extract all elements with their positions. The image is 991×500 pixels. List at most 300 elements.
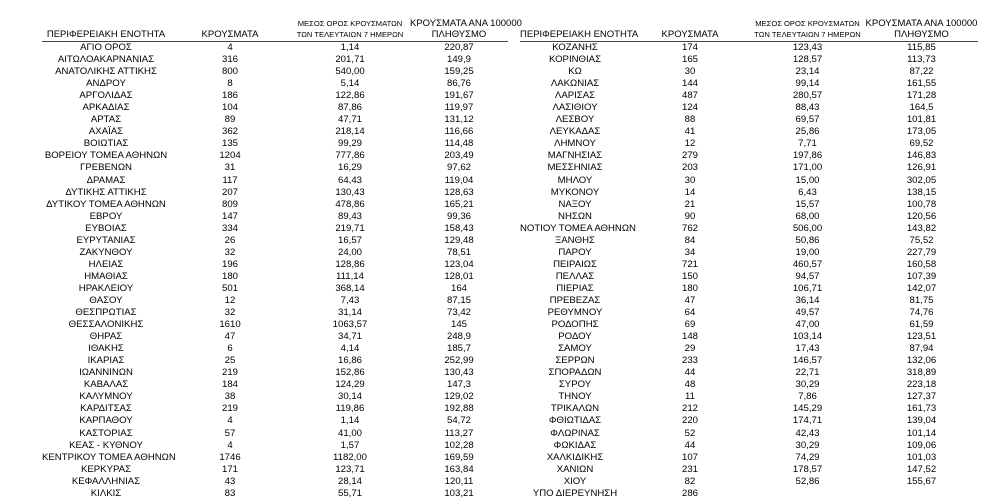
table-row xyxy=(520,355,978,367)
per-100k-cell: 87,22 xyxy=(909,66,934,78)
per-100k-cell: 132,06 xyxy=(906,355,937,367)
region-cell: ΡΟΔΟΥ xyxy=(558,331,592,343)
avg-7day-cell: 178,57 xyxy=(792,463,823,475)
per-100k-cell: 78,51 xyxy=(446,246,471,258)
region-cell: ΘΕΣΠΡΩΤΙΑΣ xyxy=(75,307,137,319)
per-100k-cell: 220,87 xyxy=(444,42,474,54)
per-100k-cell: 163,84 xyxy=(444,463,474,475)
table-row xyxy=(42,428,508,440)
avg-7day-cell: 25,86 xyxy=(795,126,820,138)
per-100k-cell: 164,5 xyxy=(909,102,934,114)
per-100k-cell: 302,05 xyxy=(906,174,937,186)
per-100k-cell: 86,76 xyxy=(446,78,471,90)
table-row xyxy=(42,343,508,355)
avg-7day-cell: 99,29 xyxy=(337,138,362,150)
table-row xyxy=(520,283,978,295)
table-row xyxy=(520,187,978,199)
cases-cell: 207 xyxy=(221,186,238,198)
avg-7day-cell: 219,71 xyxy=(335,222,365,234)
per-100k-cell: 165,21 xyxy=(444,198,474,210)
table-row xyxy=(42,452,508,464)
cases-cell: 4 xyxy=(227,42,233,54)
cases-cell: 34 xyxy=(684,246,696,258)
avg-7day-cell: 1182,00 xyxy=(333,451,367,463)
per-100k-cell: 131,12 xyxy=(444,114,474,126)
avg-7day-cell: 16,29 xyxy=(337,162,362,174)
region-cell: ΛΗΜΝΟΥ xyxy=(554,138,596,150)
header-per-100k xyxy=(410,12,522,42)
cases-cell: 117 xyxy=(222,174,238,186)
table-row xyxy=(42,235,508,247)
avg-7day-cell: 540,00 xyxy=(335,66,365,78)
per-100k-cell: 169,59 xyxy=(444,451,474,463)
avg-7day-cell: 1,14 xyxy=(340,415,360,427)
avg-7day-cell: 4,14 xyxy=(340,343,360,355)
per-100k-cell: 107,39 xyxy=(906,270,937,282)
per-100k-cell: 123,04 xyxy=(444,258,474,270)
region-cell: ΜΑΓΝΗΣΙΑΣ xyxy=(547,150,603,162)
table-row xyxy=(42,102,508,114)
region-cell: ΑΡΚΑΔΙΑΣ xyxy=(82,102,130,114)
cases-cell: 21 xyxy=(684,198,696,210)
table-row xyxy=(42,464,508,476)
cases-cell: 107 xyxy=(681,451,698,463)
cases-cell: 47 xyxy=(224,331,236,343)
avg-7day-cell: 146,57 xyxy=(792,355,823,367)
cases-cell: 174 xyxy=(681,42,698,54)
table-header xyxy=(42,12,522,42)
region-cell: ΠΑΡΟΥ xyxy=(558,246,592,258)
per-100k-cell: 61,59 xyxy=(909,319,934,331)
region-cell: ΑΝΔΡΟΥ xyxy=(86,78,126,90)
region-cell: ΚΕΑΣ - ΚΥΘΝΟΥ xyxy=(69,439,143,451)
avg-7day-cell: 23,14 xyxy=(795,66,820,78)
region-cell: ΠΕΛΛΑΣ xyxy=(555,270,595,282)
per-100k-cell: 101,14 xyxy=(906,427,937,439)
per-100k-cell: 318,89 xyxy=(906,367,937,379)
cases-cell: 6 xyxy=(227,343,233,355)
table-row xyxy=(42,440,508,452)
avg-7day-cell: 30,14 xyxy=(337,391,362,403)
region-cell: ΑΡΓΟΛΙΔΑΣ xyxy=(79,90,133,102)
cases-table-left xyxy=(42,12,522,500)
per-100k-cell: 100,78 xyxy=(906,198,937,210)
cases-cell: 180 xyxy=(221,270,238,282)
cases-cell: 31 xyxy=(224,162,236,174)
table-row xyxy=(42,319,508,331)
cases-cell: 14 xyxy=(684,186,696,198)
region-cell: ΕΥΒΟΙΑΣ xyxy=(85,222,127,234)
region-cell: ΙΩΑΝΝΙΝΩΝ xyxy=(79,367,133,379)
per-100k-cell: 161,55 xyxy=(906,78,937,90)
region-cell: ΗΜΑΘΙΑΣ xyxy=(84,270,128,282)
region-cell: ΦΘΙΩΤΙΔΑΣ xyxy=(548,415,602,427)
per-100k-cell: 129,02 xyxy=(444,391,474,403)
avg-7day-cell: 145,29 xyxy=(792,403,823,415)
avg-7day-cell: 24,00 xyxy=(337,246,362,258)
region-cell: ΛΑΡΙΣΑΣ xyxy=(554,90,596,102)
region-cell: ΑΧΑΪΑΣ xyxy=(88,126,124,138)
avg-7day-cell: 17,43 xyxy=(795,343,820,355)
per-100k-cell: 139,04 xyxy=(906,415,937,427)
region-cell: ΤΡΙΚΑΛΩΝ xyxy=(550,403,600,415)
avg-7day-cell: 52,86 xyxy=(795,475,820,487)
avg-7day-cell: 123,43 xyxy=(792,42,823,54)
region-cell: ΧΑΝΙΩΝ xyxy=(556,463,594,475)
region-cell: ΥΠΟ ΔΙΕΡΕΥΝΗΣΗ xyxy=(532,487,618,499)
cases-cell: 233 xyxy=(681,355,698,367)
avg-7day-cell: 68,00 xyxy=(795,210,820,222)
region-cell: ΝΑΞΟΥ xyxy=(558,198,592,210)
cases-cell: 4 xyxy=(227,439,233,451)
region-cell: ΧΙΟΥ xyxy=(563,475,587,487)
cases-cell: 47 xyxy=(684,295,696,306)
cases-cell: 220 xyxy=(681,415,698,427)
cases-cell: 32 xyxy=(224,246,236,258)
region-cell: ΓΡΕΒΕΝΩΝ xyxy=(80,162,132,174)
header-avg-line1: ΜΕΣΟΣ ΟΡΟΣ ΚΡΟΥΣΜΑΤΩΝ xyxy=(297,19,403,28)
cases-cell: 8 xyxy=(227,78,233,90)
per-100k-cell: 113,27 xyxy=(444,427,474,439)
per-100k-cell: 102,28 xyxy=(444,439,474,451)
header-per-line2: ΠΛΗΘΥΣΜΟ xyxy=(894,29,949,40)
cases-cell: 219 xyxy=(221,367,238,379)
per-100k-cell: 192,88 xyxy=(444,403,474,415)
per-100k-cell: 69,52 xyxy=(909,138,934,150)
per-100k-cell: 101,81 xyxy=(906,114,937,126)
per-100k-cell: 113,73 xyxy=(907,54,936,66)
table-row xyxy=(520,114,978,126)
cases-cell: 52 xyxy=(684,427,696,439)
avg-7day-cell: 128,86 xyxy=(335,258,365,270)
region-cell: ΔΥΤΙΚΗΣ ΑΤΤΙΚΗΣ xyxy=(65,186,147,198)
avg-7day-cell: 64,43 xyxy=(337,174,362,186)
table-row xyxy=(42,307,508,319)
region-cell: ΛΑΚΩΝΙΑΣ xyxy=(550,78,600,90)
avg-7day-cell: 15,57 xyxy=(795,198,820,210)
cases-cell: 64 xyxy=(684,307,696,319)
table-row xyxy=(520,464,978,476)
per-100k-cell: 145 xyxy=(450,319,467,331)
per-100k-cell: 161,73 xyxy=(906,403,937,415)
region-cell: ΜΥΚΟΝΟΥ xyxy=(550,186,600,198)
per-100k-cell: 160,58 xyxy=(906,258,937,270)
table-row xyxy=(42,66,508,78)
header-per-line2: ΠΛΗΘΥΣΜΟ xyxy=(431,29,487,40)
per-100k-cell: 149,9 xyxy=(446,54,471,66)
table-row xyxy=(520,307,978,319)
cases-cell: 180 xyxy=(681,282,698,294)
per-100k-cell: 87,15 xyxy=(446,295,471,306)
per-100k-cell: 119,97 xyxy=(444,102,474,114)
region-cell: ΘΕΣΣΑΛΟΝΙΚΗΣ xyxy=(68,319,144,331)
avg-7day-cell: 42,43 xyxy=(795,427,820,439)
per-100k-cell: 73,42 xyxy=(446,307,471,319)
avg-7day-cell: 128,57 xyxy=(792,54,823,66)
header-avg-line1: ΜΕΣΟΣ ΟΡΟΣ ΚΡΟΥΣΜΑΤΩΝ xyxy=(755,19,860,28)
region-cell: ΔΥΤΙΚΟΥ ΤΟΜΕΑ ΑΘΗΝΩΝ xyxy=(46,198,166,210)
avg-7day-cell: 506,00 xyxy=(792,222,823,234)
table-row xyxy=(520,54,978,66)
table-row xyxy=(520,379,978,391)
table-row xyxy=(520,90,978,102)
cases-cell: 83 xyxy=(224,487,236,499)
avg-7day-cell: 1,57 xyxy=(340,439,360,451)
header-avg-line2: ΤΩΝ ΤΕΛΕΥΤΑΙΩΝ 7 ΗΜΕΡΩΝ xyxy=(754,29,861,39)
avg-7day-cell: 201,71 xyxy=(335,54,365,66)
cases-cell: 150 xyxy=(681,270,698,282)
avg-7day-cell: 16,57 xyxy=(337,234,362,246)
per-100k-cell: 119,04 xyxy=(444,174,474,186)
per-100k-cell: 99,36 xyxy=(446,210,471,222)
table-row xyxy=(42,476,508,488)
region-cell: ΦΩΚΙΔΑΣ xyxy=(553,439,597,451)
table-row xyxy=(520,319,978,331)
cases-cell: 219 xyxy=(221,403,238,415)
region-cell: ΚΩ xyxy=(568,66,582,78)
region-cell: ΡΟΔΟΠΗΣ xyxy=(551,319,599,331)
avg-7day-cell: 218,14 xyxy=(335,126,365,138)
table-row xyxy=(42,78,508,90)
per-100k-cell: 223,18 xyxy=(906,379,937,391)
cases-cell: 1746 xyxy=(219,451,241,463)
cases-cell: 124 xyxy=(681,102,698,114)
header-region: ΠΕΡΙΦΕΡΕΙΑΚΗ ΕΝΟΤΗΤΑ xyxy=(42,12,170,42)
table-row xyxy=(42,114,508,126)
table-row xyxy=(520,150,978,162)
per-100k-cell: 142,07 xyxy=(906,282,937,294)
cases-cell: 44 xyxy=(684,367,696,379)
cases-cell: 26 xyxy=(224,234,236,246)
per-100k-cell: 129,48 xyxy=(444,234,474,246)
avg-7day-cell: 94,57 xyxy=(795,270,820,282)
per-100k-cell: 126,91 xyxy=(906,162,937,174)
per-100k-cell: 130,43 xyxy=(444,367,474,379)
avg-7day-cell: 22,71 xyxy=(795,367,820,379)
table-row xyxy=(42,126,508,138)
avg-7day-cell: 47,71 xyxy=(337,114,362,126)
region-cell: ΙΘΑΚΗΣ xyxy=(88,343,124,355)
cases-cell: 316 xyxy=(221,54,238,66)
table-row xyxy=(520,235,978,247)
table-row xyxy=(520,295,978,307)
region-cell: ΕΥΡΥΤΑΝΙΑΣ xyxy=(76,234,136,246)
avg-7day-cell: 197,86 xyxy=(792,150,823,162)
table-row xyxy=(42,488,508,500)
region-cell: ΒΟΡΕΙΟΥ ΤΟΜΕΑ ΑΘΗΝΩΝ xyxy=(44,150,168,162)
table-row xyxy=(42,271,508,283)
cases-cell: 30 xyxy=(684,174,696,186)
per-100k-cell: 109,06 xyxy=(906,439,937,451)
table-row xyxy=(520,126,978,138)
per-100k-cell xyxy=(865,488,978,500)
table-row xyxy=(42,175,508,187)
region-cell: ΗΛΕΙΑΣ xyxy=(88,258,124,270)
table-row xyxy=(520,488,978,500)
region-cell: ΤΗΝΟΥ xyxy=(558,391,592,403)
cases-cell: 84 xyxy=(684,234,696,246)
region-cell: ΑΓΙΟ ΟΡΟΣ xyxy=(80,42,132,54)
avg-7day-cell: 777,86 xyxy=(335,150,365,162)
cases-cell: 144 xyxy=(681,78,698,90)
avg-7day-cell: 49,57 xyxy=(795,307,820,319)
cases-cell: 82 xyxy=(684,475,696,487)
table-row xyxy=(42,54,508,66)
cases-cell: 148 xyxy=(681,331,698,343)
cases-cell: 88 xyxy=(684,114,696,126)
region-cell: ΞΑΝΘΗΣ xyxy=(555,234,595,246)
cases-cell: 762 xyxy=(681,222,698,234)
per-100k-cell: 54,72 xyxy=(446,415,471,427)
per-100k-cell: 147,3 xyxy=(446,379,471,391)
avg-7day-cell: 1,14 xyxy=(340,42,360,54)
header-7day-average xyxy=(290,12,410,42)
region-cell: ΚΕΡΚΥΡΑΣ xyxy=(80,463,131,475)
table-row xyxy=(42,295,508,307)
cases-cell: 57 xyxy=(224,427,236,439)
table-row xyxy=(42,283,508,295)
per-100k-cell: 138,15 xyxy=(906,186,937,198)
per-100k-cell: 164 xyxy=(450,282,467,294)
avg-7day-cell: 174,71 xyxy=(792,415,823,427)
cases-cell: 501 xyxy=(221,282,238,294)
per-100k-cell: 159,25 xyxy=(444,66,474,78)
table-row xyxy=(42,247,508,259)
cases-cell: 212 xyxy=(681,403,698,415)
table-row xyxy=(42,223,508,235)
cases-cell: 25 xyxy=(224,355,236,367)
avg-7day-cell: 152,86 xyxy=(335,367,365,379)
cases-cell: 165 xyxy=(681,54,698,66)
region-cell: ΝΗΣΩΝ xyxy=(558,210,592,222)
per-100k-cell: 248,9 xyxy=(446,331,471,343)
region-cell: ΣΥΡΟΥ xyxy=(558,379,592,391)
avg-7day-cell: 478,86 xyxy=(335,198,365,210)
per-100k-cell: 101,03 xyxy=(906,451,937,463)
per-100k-cell: 147,52 xyxy=(906,463,937,475)
table-row xyxy=(42,138,508,150)
cases-cell: 12 xyxy=(684,138,696,150)
avg-7day-cell: 7,86 xyxy=(798,391,817,403)
region-cell: ΚΑΛΥΜΝΟΥ xyxy=(79,391,133,403)
header-7day-average xyxy=(750,12,865,42)
avg-7day-cell: 74,29 xyxy=(795,451,820,463)
table-row xyxy=(42,379,508,391)
avg-7day-cell xyxy=(750,488,865,500)
table-header xyxy=(520,12,978,42)
region-cell: ΜΗΛΟΥ xyxy=(557,174,593,186)
cases-cell: 186 xyxy=(221,90,238,102)
avg-7day-cell: 119,86 xyxy=(335,403,365,415)
cases-cell: 231 xyxy=(681,463,698,475)
cases-cell: 171 xyxy=(221,463,238,475)
header-per-line1: ΚΡΟΥΣΜΑΤΑ ΑΝΑ 100000 xyxy=(865,18,978,29)
cases-cell: 38 xyxy=(224,391,236,403)
header-region: ΠΕΡΙΦΕΡΕΙΑΚΗ ΕΝΟΤΗΤΑ xyxy=(520,12,630,42)
per-100k-cell: 185,7 xyxy=(446,343,471,355)
per-100k-cell: 120,56 xyxy=(906,210,937,222)
cases-cell: 800 xyxy=(221,66,238,78)
avg-7day-cell: 89,43 xyxy=(337,210,362,222)
region-cell: ΗΡΑΚΛΕΙΟΥ xyxy=(78,282,134,294)
avg-7day-cell: 124,29 xyxy=(335,379,365,391)
region-cell: ΚΟΡΙΝΘΙΑΣ xyxy=(548,54,602,66)
per-100k-cell: 120,11 xyxy=(444,475,474,487)
avg-7day-cell: 88,43 xyxy=(795,102,820,114)
table-row xyxy=(520,343,978,355)
region-cell: ΠΡΕΒΕΖΑΣ xyxy=(549,295,601,306)
region-cell: ΜΕΣΣΗΝΙΑΣ xyxy=(547,162,603,174)
per-100k-cell: 227,79 xyxy=(906,246,937,258)
table-row xyxy=(520,162,978,174)
cases-cell: 1204 xyxy=(219,150,241,162)
cases-cell: 43 xyxy=(224,475,236,487)
per-100k-cell: 203,49 xyxy=(444,150,474,162)
per-100k-cell: 128,63 xyxy=(444,186,474,198)
table-row xyxy=(520,476,978,488)
region-cell: ΣΕΡΡΩΝ xyxy=(555,355,595,367)
cases-cell: 69 xyxy=(684,319,696,331)
region-cell: ΦΛΩΡΙΝΑΣ xyxy=(550,427,600,439)
cases-cell: 196 xyxy=(221,258,238,270)
per-100k-cell: 123,51 xyxy=(906,331,937,343)
table-row xyxy=(42,331,508,343)
avg-7day-cell: 50,86 xyxy=(795,234,820,246)
per-100k-cell: 128,01 xyxy=(444,270,474,282)
region-cell: ΠΕΙΡΑΙΩΣ xyxy=(553,258,597,270)
region-cell: ΛΑΣΙΘΙΟΥ xyxy=(552,102,598,114)
cases-cell: 487 xyxy=(681,90,698,102)
per-100k-cell: 155,67 xyxy=(906,475,937,487)
table-row xyxy=(520,428,978,440)
table-row xyxy=(520,452,978,464)
region-cell: ΝΟΤΙΟΥ ΤΟΜΕΑ ΑΘΗΝΩΝ xyxy=(520,222,636,234)
avg-7day-cell: 130,43 xyxy=(335,186,365,198)
avg-7day-cell: 368,14 xyxy=(335,282,365,294)
table-row xyxy=(520,403,978,415)
cases-cell: 203 xyxy=(681,162,698,174)
per-100k-cell: 75,52 xyxy=(909,234,934,246)
avg-7day-cell: 30,29 xyxy=(795,379,820,391)
region-cell: ΚΑΒΑΛΑΣ xyxy=(83,379,129,391)
table-row xyxy=(42,391,508,403)
avg-7day-cell: 16,86 xyxy=(337,355,362,367)
per-100k-cell: 127,37 xyxy=(906,391,937,403)
table-row xyxy=(520,223,978,235)
header-avg-line2: ΤΩΝ ΤΕΛΕΥΤΑΙΩΝ 7 ΗΜΕΡΩΝ xyxy=(296,29,404,39)
cases-table-right xyxy=(520,12,978,500)
cases-cell: 104 xyxy=(221,102,238,114)
region-cell: ΣΠΟΡΑΔΩΝ xyxy=(548,367,602,379)
avg-7day-cell: 19,00 xyxy=(795,246,820,258)
region-cell: ΑΡΤΑΣ xyxy=(90,114,122,126)
region-cell: ΕΒΡΟΥ xyxy=(89,210,123,222)
table-row xyxy=(520,247,978,259)
per-100k-cell: 74,76 xyxy=(909,307,934,319)
table-row xyxy=(520,367,978,379)
header-cases: ΚΡΟΥΣΜΑΤΑ xyxy=(170,12,290,42)
region-cell: ΔΡΑΜΑΣ xyxy=(86,174,126,186)
avg-7day-cell: 31,14 xyxy=(337,307,362,319)
per-100k-cell: 252,99 xyxy=(444,355,474,367)
avg-7day-cell: 1063,57 xyxy=(332,319,368,331)
cases-cell: 135 xyxy=(221,138,238,150)
table-row xyxy=(42,42,508,55)
region-cell: ΑΙΤΩΛΟΑΚΑΡΝΑΝΙΑΣ xyxy=(57,54,155,66)
table-row xyxy=(520,138,978,150)
per-100k-cell: 173,05 xyxy=(906,126,937,138)
header-cases: ΚΡΟΥΣΜΑΤΑ xyxy=(630,12,750,42)
